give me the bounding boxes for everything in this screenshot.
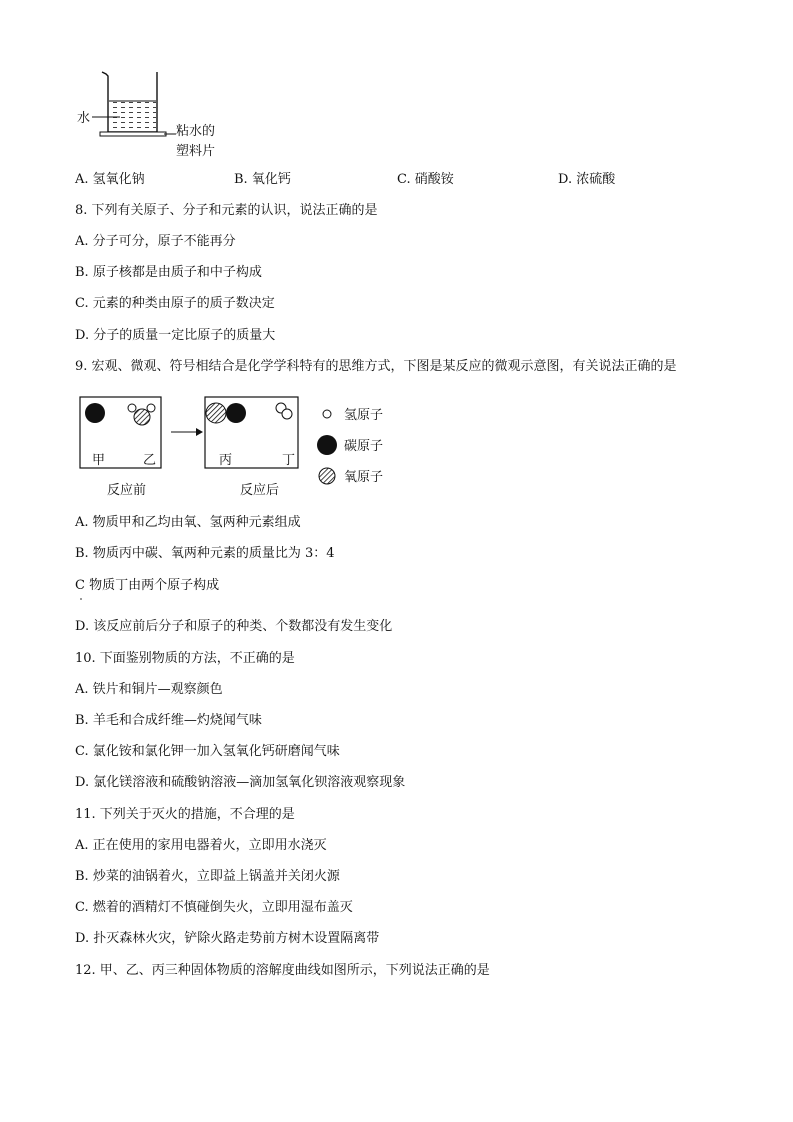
q9-option-c: C 物质丁由两个原子构成 bbox=[75, 578, 220, 593]
plastic-label-1: 粘水的 bbox=[176, 124, 216, 139]
q7-option-b: B. 氧化钙 bbox=[234, 172, 291, 187]
q10-option-c: C. 氯化铵和氯化钾一加入氢氧化钙研磨闻气味 bbox=[75, 744, 340, 759]
reaction-diagram bbox=[0, 390, 793, 500]
beaker bbox=[102, 72, 157, 132]
q7-option-d: D. 浓硫酸 bbox=[558, 172, 616, 187]
q9-stem: 9. 宏观、微观、符号相结合是化学学科特有的思维方式，下图是某反应的微观示意图，有关说法正确的是 bbox=[75, 359, 677, 374]
q10-stem: 10. 下面鉴别物质的方法，不正确的是 bbox=[75, 651, 295, 666]
reaction-arrow-head bbox=[196, 428, 203, 436]
q7-option-c: C. 硝酸铵 bbox=[397, 172, 454, 187]
q9-option-a: A. 物质甲和乙均由氧、氢两种元素组成 bbox=[75, 515, 301, 530]
legend-carbon-icon bbox=[317, 435, 337, 455]
q10-option-a: A. 铁片和铜片—观察颜色 bbox=[75, 682, 223, 697]
q11-option-b: B. 炒菜的油锅着火，立即益上锅盖并关闭火源 bbox=[75, 869, 340, 884]
legend-oxygen-label: 氧原子 bbox=[344, 470, 384, 485]
q8-stem: 8. 下列有关原子、分子和元素的认识，说法正确的是 bbox=[75, 203, 378, 218]
stray-mark bbox=[80, 598, 82, 600]
molecule-yi-h1 bbox=[128, 404, 136, 412]
molecule-yi-h2 bbox=[147, 404, 155, 412]
label-bing: 丙 bbox=[219, 453, 233, 468]
molecule-bing-oxygen bbox=[206, 403, 226, 423]
caption-after: 反应后 bbox=[240, 483, 280, 498]
q11-option-c: C. 燃着的酒精灯不慎碰倒失火，立即用湿布盖灭 bbox=[75, 900, 353, 915]
label-ding: 丁 bbox=[282, 453, 296, 468]
legend-oxygen-icon bbox=[319, 468, 335, 484]
legend-hydrogen-icon bbox=[323, 410, 331, 418]
q9-option-d: D. 该反应前后分子和原子的种类、个数都没有发生变化 bbox=[75, 619, 393, 634]
q7-option-a: A. 氢氧化钠 bbox=[75, 172, 145, 187]
molecule-yi-oxygen bbox=[134, 409, 150, 425]
q8-option-d: D. 分子的质量一定比原子的质量大 bbox=[75, 328, 276, 343]
q11-option-d: D. 扑灭森林火灾，铲除火路走势前方树木设置隔离带 bbox=[75, 931, 380, 946]
molecule-bing-carbon bbox=[226, 403, 246, 423]
q12-stem: 12. 甲、乙、丙三种固体物质的溶解度曲线如图所示，下列说法正确的是 bbox=[75, 963, 490, 978]
plastic-sheet bbox=[100, 132, 166, 136]
label-yi: 乙 bbox=[143, 453, 157, 468]
molecule-ding-h2 bbox=[282, 409, 292, 419]
molecule-jia-carbon bbox=[85, 403, 105, 423]
water-label: 水 bbox=[77, 111, 91, 126]
label-jia: 甲 bbox=[92, 453, 106, 468]
beaker-figure bbox=[0, 0, 793, 170]
q10-option-b: B. 羊毛和合成纤维—灼烧闻气味 bbox=[75, 713, 262, 728]
q10-option-d: D. 氯化镁溶液和硫酸钠溶液—滴加氢氧化钡溶液观察现象 bbox=[75, 775, 406, 790]
legend-carbon-label: 碳原子 bbox=[344, 439, 384, 454]
q8-option-c: C. 元素的种类由原子的质子数决定 bbox=[75, 296, 275, 311]
q9-option-b: B. 物质丙中碳、氧两种元素的质量比为 3：4 bbox=[75, 546, 335, 561]
q11-option-a: A. 正在使用的家用电器着火，立即用水浇灭 bbox=[75, 838, 327, 853]
q8-option-b: B. 原子核都是由质子和中子构成 bbox=[75, 265, 262, 280]
legend-hydrogen-label: 氢原子 bbox=[344, 408, 384, 423]
q8-option-a: A. 分子可分，原子不能再分 bbox=[75, 234, 236, 249]
q11-stem: 11. 下列关于灭火的措施，不合理的是 bbox=[75, 807, 295, 822]
caption-before: 反应前 bbox=[107, 483, 147, 498]
plastic-label-2: 塑料片 bbox=[176, 144, 216, 159]
